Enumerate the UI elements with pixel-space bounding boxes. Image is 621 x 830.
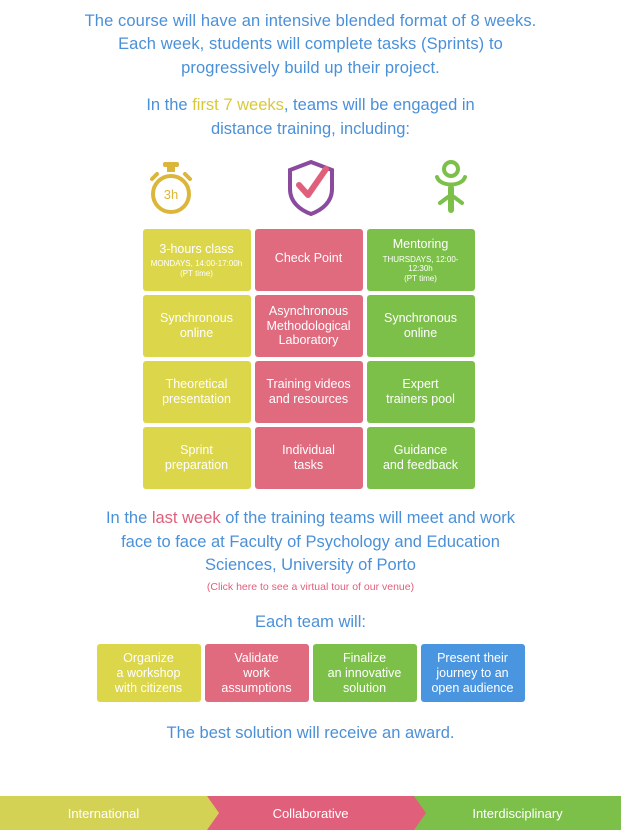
stopwatch-icon [144, 160, 198, 216]
virtual-tour-link[interactable]: (Click here to see a virtual tour of our venue) [206, 581, 415, 594]
ribbon-segment-international [0, 796, 207, 830]
last-week-line-1 [42, 507, 579, 530]
intro-line-3: progressively build up their project. [181, 58, 440, 77]
first-weeks-highlight: first 7 weeks [192, 96, 284, 115]
grid-card-title: Sprint preparation [164, 443, 229, 473]
team-card-title: Finalize an innovative solution [327, 650, 402, 695]
first-weeks-post: , teams will be engaged in [283, 96, 475, 115]
grid-card [255, 427, 363, 489]
each-team-heading: Each team will: [255, 613, 366, 632]
grid-card [367, 295, 475, 357]
ribbon-label: Interdisciplinary [472, 805, 563, 821]
team-card-title: Organize a workshop with citizens [114, 650, 183, 695]
first-weeks-pre: In the [146, 96, 193, 115]
first-weeks-paragraph [0, 80, 621, 141]
grid-card-title: Individual tasks [282, 443, 335, 473]
grid-card-title: Mentoring [392, 236, 449, 251]
intro-line-2: Each week, students will complete tasks (Sprints) to [118, 35, 503, 54]
team-card [97, 644, 201, 702]
grid-card [255, 295, 363, 357]
grid-card [143, 295, 251, 357]
grid-card-title: Check Point [274, 251, 343, 266]
last-week-post: of the training teams will meet and work [220, 509, 516, 528]
icon-row [0, 157, 621, 219]
grid-card [255, 229, 363, 291]
grid-card [367, 229, 475, 291]
grid-card [143, 427, 251, 489]
bottom-ribbon [0, 796, 621, 830]
grid-card-title: 3-hours class [159, 241, 234, 256]
grid-card-title: Asynchronous Methodological Laboratory [266, 303, 351, 348]
icon-cell-stopwatch [131, 160, 211, 216]
intro-paragraph [0, 0, 621, 80]
grid-card [143, 361, 251, 423]
ribbon-segment-interdisciplinary [414, 796, 621, 830]
intro-line-1: The course will have an intensive blended format of 8 weeks. [84, 12, 537, 30]
grid-card-title: Expert trainers pool [386, 377, 455, 407]
shield-check-icon [286, 159, 336, 217]
ribbon-segment-collaborative [207, 796, 414, 830]
icon-cell-shield-check [271, 159, 351, 217]
grid-card-title: Theoretical presentation [162, 377, 231, 407]
first-weeks-line-2: distance training, including: [210, 119, 411, 138]
ribbon-label: Collaborative [272, 805, 349, 821]
team-card-title: Present their journey to an open audience [431, 650, 514, 695]
grid-card [367, 361, 475, 423]
first-weeks-line-1 [60, 94, 561, 117]
last-week-pre: In the [105, 509, 152, 528]
last-week-paragraph [0, 489, 621, 577]
team-card-title: Validate work assumptions [221, 650, 292, 695]
icon-cell-microphone-person [411, 159, 491, 217]
grid-card [255, 361, 363, 423]
grid-card-title: Synchronous online [160, 311, 233, 341]
last-week-highlight: last week [151, 509, 221, 528]
last-week-line-3: Sciences, University of Porto [205, 555, 416, 574]
team-card-row [0, 644, 621, 702]
team-card [205, 644, 309, 702]
grid-card-title: Synchronous online [384, 311, 457, 341]
grid-card [367, 427, 475, 489]
grid-card-title: Guidance and feedback [382, 443, 459, 473]
last-week-line-2: face to face at Faculty of Psychology and Education [121, 532, 500, 551]
grid-card [143, 229, 251, 291]
team-card [421, 644, 525, 702]
grid-card-sub: THURSDAYS, 12:00-12:30h (PT time) [382, 254, 459, 283]
training-grid [143, 229, 479, 489]
ribbon-label: International [67, 805, 140, 821]
microphone-person-icon [426, 159, 476, 217]
grid-card-sub: MONDAYS, 14:00-17:00h (PT time) [150, 259, 243, 278]
team-card [313, 644, 417, 702]
award-text: The best solution will receive an award. [166, 724, 455, 743]
grid-card-title: Training videos and resources [266, 377, 351, 407]
stopwatch-label: 3h [163, 187, 178, 203]
